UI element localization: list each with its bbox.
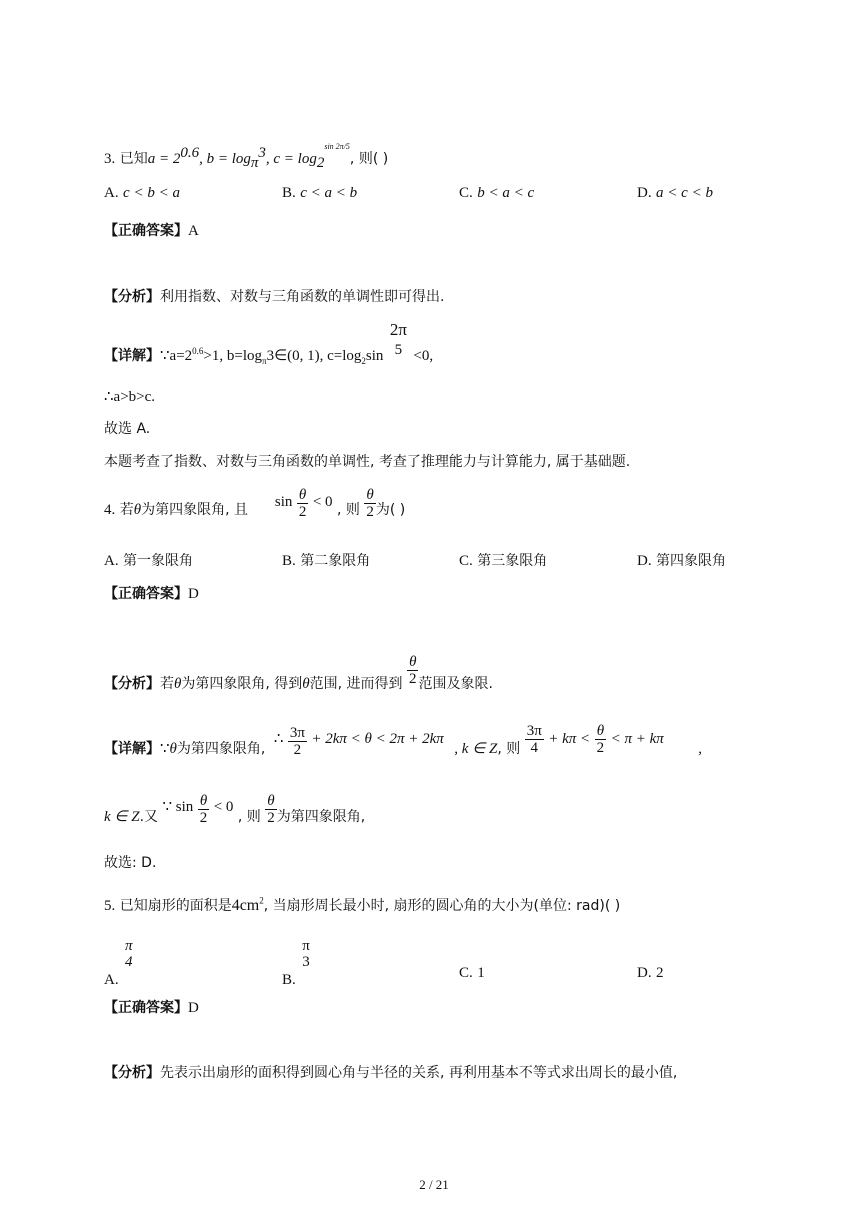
q3-detail-line2: ∴a>b>c. [104,389,156,405]
q3-choose: 故选 A. [104,421,151,437]
q5-analysis: 【分析】先表示出扇形的面积得到圆心角与半径的关系, 再利用基本不等式求出周长的最小值, [104,1065,678,1081]
q4-detail-line1: 【详解】∵θ为第四象限角, ∴ $\frac{3\pi}{2}$ + 2kπ < θ < 2π + 2kπ , k ∈ Z, 则 $\frac{3\pi}{4}$ + kπ < $\frac{\theta}{2}$ < π + kπ , [104,722,702,758]
q4-stem: 4. 若θ为第四象限角, 且 sin $\frac{\theta}{2}$ < 0 , 则 $\frac{\theta}{2}$ 为( ) [104,486,406,520]
q5-option-a[interactable]: A. π 4 [104,938,133,988]
q3-detail-line1: 【详解】$\because a=2^{0.6}>1$, $b=\log_\pi 3\in(0$, 1), $c=\log_2\sin$ 2π 5 <0, [104,320,434,366]
q3-stem [104,142,389,172]
q5-option-d[interactable]: D. 2 [637,965,664,981]
q5-option-b[interactable]: B. π 3 [282,938,310,988]
q4-detail-line2: k ∈ Z.又 ∵ sin $\frac{\theta}{2}$ < 0 , 则 $\frac{\theta}{2}$ 为第四象限角, [104,792,366,826]
q5-answer: 【正确答案】D [104,1000,199,1016]
q3-option-b[interactable]: B. c < a < b [282,185,358,201]
q3-number: 3. [104,151,116,167]
q3-tail: , 则( ) [349,151,389,167]
q5-stem: 5. 已知扇形的面积是$4cm^2$, 当扇形周长最小时, 扇形的圆心角的大小为(单位: rad)( ) [104,895,621,914]
q4-option-a[interactable]: A. 第一象限角 [104,553,194,569]
q5-option-c[interactable]: C. 1 [459,965,485,981]
q3-option-a[interactable]: A. c < b < a [104,185,180,201]
k-in-z: , k ∈ Z [454,741,498,757]
q3-expr-a: $a = 2^{0.6}$ [147,145,200,167]
q3-detail-fraction: 2π 5 [389,320,407,358]
q4-choose: 故选: D. [104,855,157,871]
q3-summary: 本题考查了指数、对数与三角函数的单调性, 考查了推理能力与计算能力, 属于基础题. [104,454,631,470]
q4-option-d[interactable]: D. 第四象限角 [637,553,727,569]
q3-analysis: 【分析】利用指数、对数与三角函数的单调性即可得出. [104,289,445,305]
q3-stem-text: 已知 [119,151,148,167]
q3-expr-c: , $c = \log_2^{sin 2\pi/5}$ [265,142,350,171]
q3-answer: 【正确答案】A [104,223,199,239]
q4-option-c[interactable]: C. 第三象限角 [459,553,548,569]
q3-option-c[interactable]: C. b < a < c [459,185,535,201]
q4-answer: 【正确答案】D [104,586,199,602]
q3-expr-b: , $b = \log_\pi^3$ [199,145,266,171]
q3-option-d[interactable]: D. a < c < b [637,185,713,201]
q4-analysis: 【分析】若θ为第四象限角, 得到θ范围, 进而得到 $\frac{\theta}{2}$ 范围及象限. [104,653,493,692]
q4-option-b[interactable]: B. 第二象限角 [282,553,371,569]
page-number: 2 / 21 [419,1177,449,1192]
